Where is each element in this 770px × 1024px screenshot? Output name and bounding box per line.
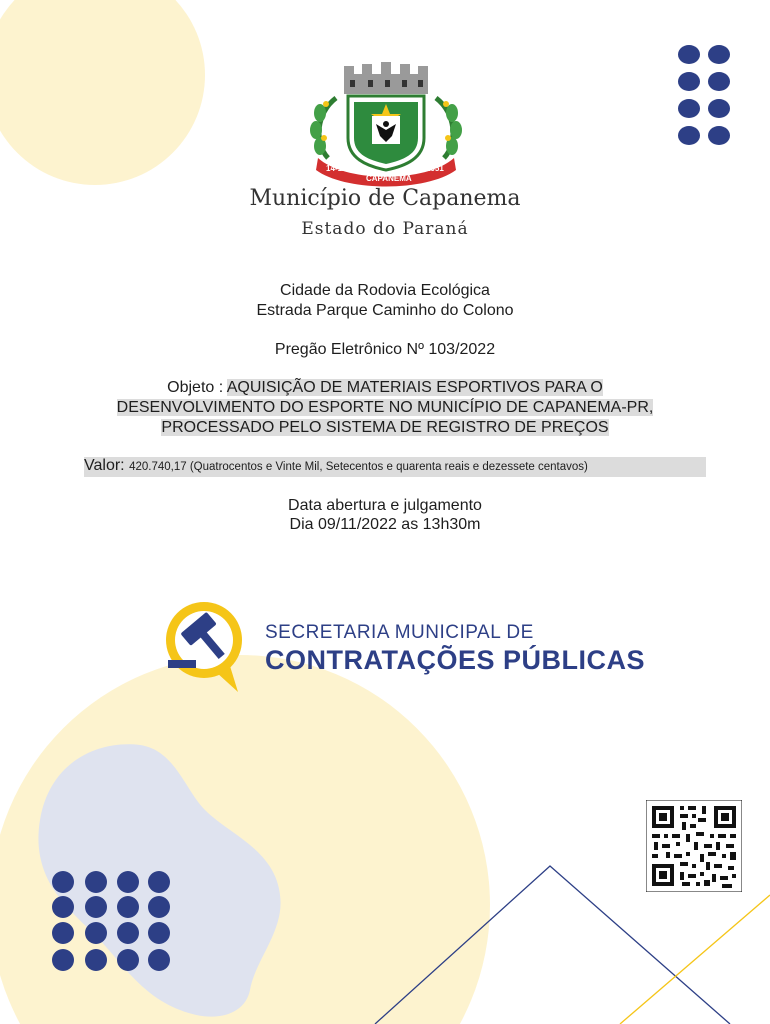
municipality-title: Município de Capanema	[249, 186, 521, 211]
object-label: Objeto :	[167, 379, 224, 396]
opening-line-1: Data abertura e julgamento	[288, 497, 482, 514]
svg-text:CAPANEMA: CAPANEMA	[366, 174, 412, 183]
value-label: Valor:	[84, 457, 125, 474]
svg-text:1951: 1951	[426, 164, 444, 173]
svg-text:14-11: 14-11	[326, 164, 347, 173]
tagline-line-2: Estrada Parque Caminho do Colono	[256, 302, 514, 319]
tagline-line-1: Cidade da Rodovia Ecológica	[280, 282, 490, 299]
object-line-2	[0, 399, 770, 417]
opening-line-2: Dia 09/11/2022 as 13h30m	[289, 516, 481, 533]
object-line-1	[0, 379, 770, 397]
secretariat-line-2: CONTRATAÇÕES PÚBLICAS	[265, 645, 645, 675]
value-text: 420.740,17 (Quatrocentos e Vinte Mil, Setecentos e quarenta reais e dezessete centavos)	[129, 461, 588, 473]
object-text-line-3: PROCESSADO PELO SISTEMA DE REGISTRO DE PREÇOS	[161, 419, 609, 436]
qr-code-icon	[646, 800, 742, 892]
bid-title: Pregão Eletrônico Nº 103/2022	[274, 341, 496, 358]
object-text-line-1: AQUISIÇÃO DE MATERIAIS ESPORTIVOS PARA O	[226, 379, 603, 396]
secretariat-line-1: SECRETARIA MUNICIPAL DE	[265, 622, 534, 643]
gavel-icon	[160, 600, 252, 692]
coat-of-arms-icon	[306, 58, 466, 188]
value-row	[84, 457, 706, 477]
object-text-line-2: DESENVOLVIMENTO DO ESPORTE NO MUNICÍPIO DE CAPANEMA-PR,	[116, 399, 654, 416]
object-line-3	[0, 419, 770, 437]
state-subtitle: Estado do Paraná	[301, 219, 469, 239]
